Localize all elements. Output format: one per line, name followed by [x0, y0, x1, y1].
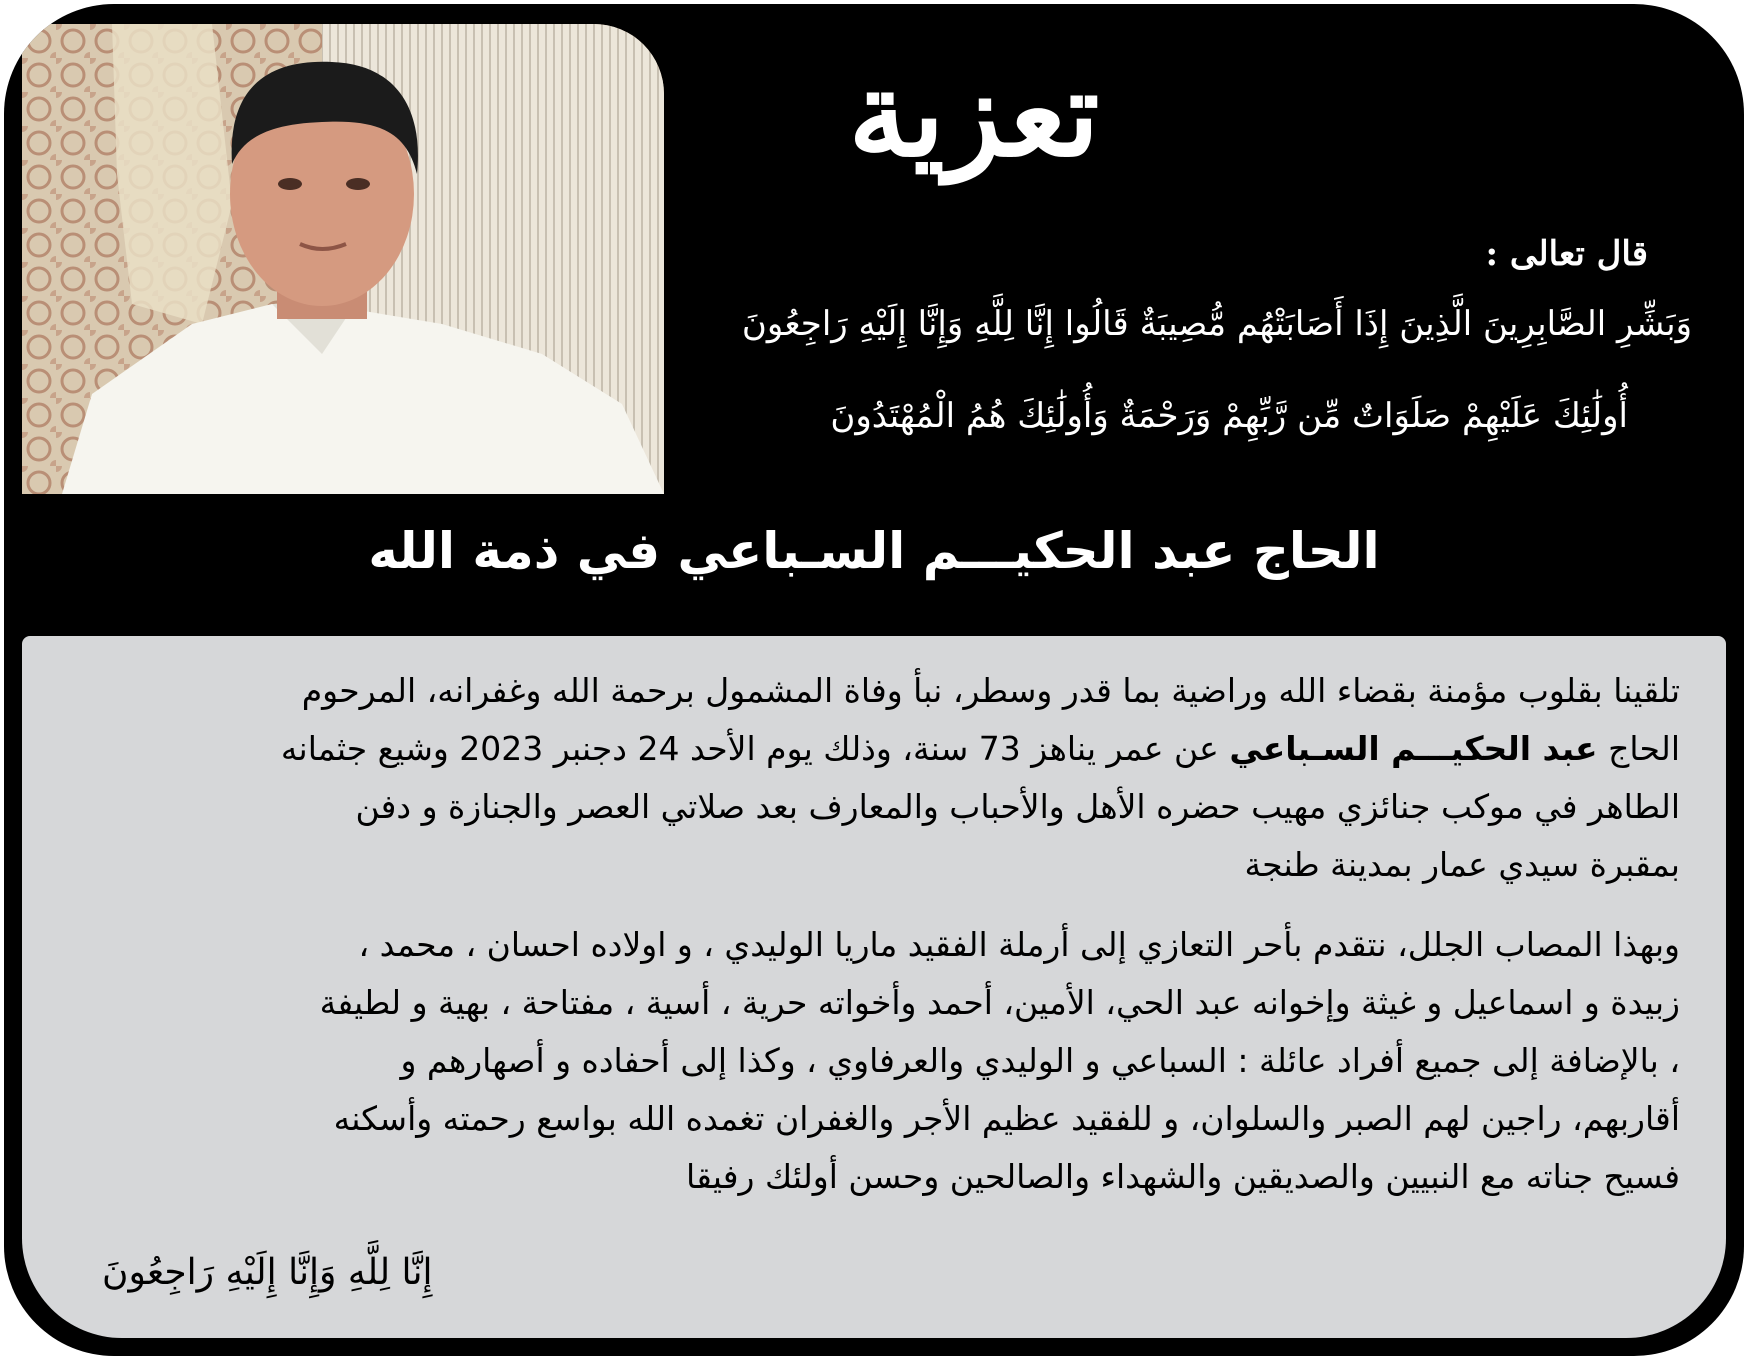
- death-details: عن عمر يناهز 73 سنة، وذلك يوم الأحد 24 دجنبر 2023 وشيع جثمانه: [280, 729, 1219, 768]
- verse-intro: قال تعالى :: [1485, 234, 1648, 274]
- portrait-photo: [22, 24, 664, 494]
- announcement-paragraph-1: [50, 662, 1680, 894]
- paragraph-1-line-4: بمقبرة سيدي عمار بمدينة طنجة: [1244, 845, 1680, 884]
- deceased-headline: الحاج عبد الحكيـــم السـباعي في ذمة الله: [368, 522, 1380, 580]
- paragraph-2-line-5: فسيح جناته مع النبيين والصديقين والشهداء والصالحين وحسن أولئك رفيقا: [686, 1157, 1680, 1196]
- condolence-card: [4, 4, 1744, 1356]
- closing-verse: إِنَّا لِلَّهِ وَإِنَّا إِلَيْهِ رَاجِعُونَ: [102, 1252, 433, 1293]
- paragraph-1-line-2: [50, 720, 1680, 778]
- quran-verse-line-1: وَبَشِّرِ الصَّابِرِينَ الَّذِينَ إِذَا أَصَابَتْهُم مُّصِيبَةٌ قَالُوا إِنَّا لِلَّهِ وَإِنَّا إِلَيْهِ رَاجِعُونَ: [741, 304, 1692, 344]
- paragraph-1-line-1: تلقينا بقلوب مؤمنة بقضاء الله وراضية بما قدر وسطر، نبأ وفاة المشمول برحمة الله وغفرانه، المرحوم: [301, 671, 1680, 710]
- paragraph-1-line-3: الطاهر في موكب جنائزي مهيب حضره الأهل والأحباب والمعارف بعد صلاتي العصر والجنازة و دفن: [355, 787, 1680, 826]
- announcement-paragraph-2: [50, 916, 1680, 1206]
- announcement-panel: [22, 636, 1726, 1338]
- quran-verse-line-2: أُولَٰئِكَ عَلَيْهِمْ صَلَوَاتٌ مِّن رَّبِّهِمْ وَرَحْمَةٌ وَأُولَٰئِكَ هُمُ الْمُهْتَدُونَ: [830, 396, 1628, 436]
- paragraph-2-line-4: أقاربهم، راجين لهم الصبر والسلوان، و للفقيد عظيم الأجر والغفران تغمده الله بواسع رحمته وأسكنه: [333, 1099, 1680, 1138]
- deceased-name: عبد الحكيـــم السـباعي: [1229, 729, 1598, 768]
- portrait-illustration: [22, 24, 664, 494]
- paragraph-2-line-2: زبيدة و اسماعيل و غيثة وإخوانه عبد الحي، الأمين، أحمد وأخواته حرية ، أسية ، مفتاحة ، بهية و لطيفة: [319, 983, 1680, 1022]
- condolence-title: تعزية: [848, 44, 1100, 183]
- paragraph-2-line-3: ، بالإضافة إلى جميع أفراد عائلة : السباعي و الوليدي والعرفاوي ، وكذا إلى أحفاده و أصهارهم و: [400, 1041, 1680, 1080]
- honorific: الحاج: [1608, 729, 1680, 768]
- paragraph-2-line-1: وبهذا المصاب الجلل، نتقدم بأحر التعازي إلى أرملة الفقيد ماريا الوليدي ، و اولاده احسان ، محمد ،: [358, 925, 1680, 964]
